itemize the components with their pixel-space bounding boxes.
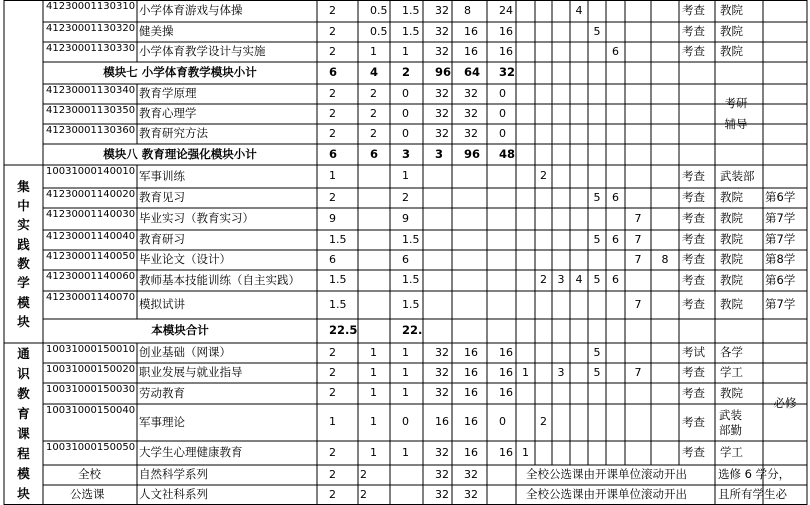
assessment-type: 考查 bbox=[682, 385, 705, 400]
department: 教院 bbox=[720, 297, 743, 312]
theory-cell: 0.5 bbox=[370, 24, 388, 38]
hours-cell: 32 bbox=[435, 44, 449, 58]
module-label-char: 通 bbox=[17, 346, 30, 361]
department: 学工 bbox=[720, 365, 743, 380]
assessment-type: 考查 bbox=[682, 24, 705, 39]
semester-mark: 6 bbox=[612, 232, 619, 246]
course-name: 教育见习 bbox=[139, 190, 185, 205]
module-label-char: 模 bbox=[17, 466, 30, 481]
practice-cell: 1.5 bbox=[402, 3, 420, 17]
elective-rolling-note: 全校公选课由开课单位滚动开出 bbox=[526, 467, 687, 482]
assessment-type: 考查 bbox=[682, 365, 705, 380]
semester-mark: 2 bbox=[540, 415, 547, 429]
credit-cell: 2 bbox=[329, 126, 336, 140]
elective-series-name: 自然科学系列 bbox=[139, 467, 208, 482]
course-name: 教育学原理 bbox=[139, 86, 197, 101]
lab-cell: 24 bbox=[499, 3, 513, 17]
course-name: 模拟试讲 bbox=[139, 297, 185, 312]
course-code: 41230001140050 bbox=[46, 251, 136, 262]
lab-cell: 16 bbox=[499, 24, 513, 38]
credit-cell: 2 bbox=[329, 487, 336, 501]
theory-cell: 2 bbox=[370, 126, 377, 140]
department: 武装部勤 bbox=[719, 407, 742, 437]
credit-cell: 1.5 bbox=[329, 297, 347, 311]
credit-cell: 1.5 bbox=[329, 232, 347, 246]
theory-cell: 0.5 bbox=[370, 3, 388, 17]
lab-cell: 16 bbox=[499, 386, 513, 400]
course-code: 10031000150030 bbox=[46, 384, 136, 395]
assessment-type: 考查 bbox=[682, 297, 705, 312]
elective-label-top: 全校 bbox=[78, 467, 101, 482]
course-code: 10031000150050 bbox=[46, 442, 136, 453]
department: 教院 bbox=[720, 44, 743, 59]
hours-cell: 32 bbox=[435, 386, 449, 400]
course-code: 41230001140060 bbox=[46, 271, 136, 282]
course-name: 小学体育教学设计与实施 bbox=[139, 44, 266, 59]
lecture-cell: 32 bbox=[464, 106, 478, 120]
hours-cell: 32 bbox=[435, 86, 449, 100]
credit-cell: 2 bbox=[329, 386, 336, 400]
lecture-cell: 32 bbox=[464, 86, 478, 100]
practice-cell: 0 bbox=[402, 415, 409, 429]
credit-cell: 2 bbox=[329, 24, 336, 38]
assessment-type: 考查 bbox=[682, 190, 705, 205]
semester-mark: 7 bbox=[634, 297, 642, 311]
theory-cell: 1 bbox=[370, 386, 377, 400]
semester-mark: 5 bbox=[593, 345, 601, 359]
department: 教院 bbox=[720, 24, 743, 39]
credit-cell: 2 bbox=[329, 86, 336, 100]
hours-cell: 32 bbox=[435, 445, 449, 459]
practice-cell: 1 bbox=[402, 365, 409, 379]
module-label-char: 践 bbox=[17, 236, 30, 252]
semester-mark: 2 bbox=[540, 169, 547, 183]
practice-cell: 22. bbox=[402, 323, 423, 338]
assessment-type: 考查 bbox=[682, 272, 705, 287]
semester-mark: 7 bbox=[634, 211, 642, 225]
theory-cell: 1 bbox=[370, 44, 377, 58]
remark: 第7学 bbox=[765, 232, 796, 247]
elective-rolling-note: 全校公选课由开课单位滚动开出 bbox=[526, 487, 687, 502]
credit-cell: 6 bbox=[329, 65, 338, 80]
credit-cell: 1 bbox=[329, 169, 336, 183]
semester-mark: 1 bbox=[522, 365, 529, 379]
lecture-cell: 96 bbox=[464, 146, 481, 161]
course-name: 教育心理学 bbox=[139, 106, 197, 121]
course-name: 职业发展与就业指导 bbox=[139, 365, 243, 380]
module-label-char: 程 bbox=[17, 446, 30, 461]
lecture-cell: 16 bbox=[464, 345, 478, 359]
module-label-jizhong bbox=[4, 165, 43, 343]
department: 教院 bbox=[720, 385, 743, 400]
assessment-type: 考试 bbox=[682, 345, 705, 360]
practice-cell: 3 bbox=[402, 146, 411, 161]
hours-cell: 3 bbox=[435, 146, 444, 161]
theory-cell: 1 bbox=[370, 415, 377, 429]
lecture-cell: 32 bbox=[464, 487, 478, 501]
course-name: 大学生心理健康教育 bbox=[139, 445, 243, 460]
practice-cell: 0 bbox=[402, 86, 409, 100]
department: 教院 bbox=[720, 252, 743, 267]
module-label-char: 块 bbox=[17, 486, 30, 501]
remark: 第7学 bbox=[765, 297, 796, 312]
course-name: 毕业实习（教育实习） bbox=[139, 211, 254, 226]
practice-cell: 0 bbox=[402, 126, 409, 140]
course-name: 教育研习 bbox=[139, 232, 185, 247]
hours-cell: 16 bbox=[435, 415, 449, 429]
remark: 第6学 bbox=[765, 190, 796, 205]
hours-cell: 32 bbox=[435, 126, 449, 140]
elective-remark: 选修 6 学分， bbox=[718, 467, 791, 482]
theory-cell: 2 bbox=[370, 106, 377, 120]
credit-cell: 2 bbox=[329, 106, 336, 120]
practice-cell: 0 bbox=[402, 106, 409, 120]
lab-cell: 16 bbox=[499, 345, 513, 359]
department: 学工 bbox=[720, 445, 743, 460]
department: 教院 bbox=[720, 272, 743, 287]
credit-cell: 2 bbox=[329, 467, 336, 481]
department: 教院 bbox=[720, 190, 743, 205]
semester-mark: 4 bbox=[575, 273, 583, 287]
credit-cell: 6 bbox=[329, 146, 338, 161]
credit-cell: 2 bbox=[329, 44, 336, 58]
practice-cell: 1 bbox=[402, 386, 409, 400]
department: 教院 bbox=[720, 232, 743, 247]
credit-cell: 1.5 bbox=[329, 273, 347, 287]
practice-cell: 1 bbox=[402, 169, 409, 183]
credit-cell: 2 bbox=[329, 3, 336, 17]
lecture-cell: 16 bbox=[464, 24, 478, 38]
assessment-type: 考查 bbox=[682, 414, 705, 429]
lab-cell: 16 bbox=[499, 365, 513, 379]
course-code: 41230001140040 bbox=[46, 231, 136, 242]
hours-cell: 32 bbox=[435, 467, 449, 481]
practice-cell: 1 bbox=[402, 445, 409, 459]
subtotal-label: 模块七 小学体育教学模块小计 bbox=[103, 65, 257, 80]
credit-cell: 1 bbox=[329, 415, 336, 429]
department: 武装部 bbox=[720, 168, 755, 183]
semester-mark: 5 bbox=[593, 365, 601, 379]
module-label-char: 教 bbox=[17, 256, 30, 271]
module-label-tongshi bbox=[4, 343, 43, 505]
credit-cell: 6 bbox=[329, 252, 336, 266]
practice-cell: 2 bbox=[402, 190, 409, 204]
semester-mark: 6 bbox=[612, 44, 619, 58]
course-name: 军事训练 bbox=[139, 168, 185, 183]
elective-remark: 且所有学生必 bbox=[718, 487, 787, 502]
department: 教院 bbox=[720, 211, 743, 226]
subtotal-label: 模块八 教育理论强化模块小计 bbox=[103, 146, 257, 161]
lab-cell: 32 bbox=[499, 65, 516, 80]
module-label-char: 实 bbox=[17, 217, 30, 233]
module-label-char: 集 bbox=[17, 178, 30, 194]
hours-cell: 32 bbox=[435, 345, 449, 359]
module-label-char: 模 bbox=[17, 294, 30, 310]
semester-mark: 5 bbox=[593, 24, 601, 38]
semester-mark: 8 bbox=[661, 252, 669, 266]
theory-cell: 2 bbox=[370, 86, 377, 100]
course-code: 41230001130320 bbox=[46, 23, 136, 34]
lecture-cell: 16 bbox=[464, 365, 478, 379]
lecture-cell: 64 bbox=[464, 65, 481, 80]
semester-mark: 7 bbox=[634, 365, 642, 379]
module-label-char: 识 bbox=[17, 366, 30, 381]
practice-cell: 6 bbox=[402, 252, 409, 266]
course-code: 10031000150040 bbox=[46, 405, 136, 416]
theory-cell: 2 bbox=[360, 467, 367, 481]
remark: 第6学 bbox=[765, 272, 796, 287]
course-code: 41230001130340 bbox=[46, 85, 136, 96]
module-label-char: 教 bbox=[17, 386, 30, 401]
kaoyan-guidance: 考研辅导 bbox=[724, 96, 748, 131]
course-name: 教师基本技能训练（自主实践） bbox=[139, 272, 300, 287]
lab-cell: 0 bbox=[499, 415, 506, 429]
department: 教院 bbox=[720, 3, 743, 18]
assessment-type: 考查 bbox=[682, 211, 705, 226]
hours-cell: 96 bbox=[435, 65, 452, 80]
lab-cell: 16 bbox=[499, 44, 513, 58]
assessment-type: 考查 bbox=[682, 3, 705, 18]
practice-cell: 9 bbox=[402, 211, 409, 225]
course-code: 41230001130350 bbox=[46, 105, 136, 116]
lecture-cell: 16 bbox=[464, 44, 478, 58]
course-code: 41230001130330 bbox=[46, 43, 136, 54]
course-code: 10031000140010 bbox=[46, 166, 136, 177]
module-label-char: 育 bbox=[17, 406, 30, 421]
practice-cell: 1 bbox=[402, 44, 409, 58]
semester-mark: 7 bbox=[634, 252, 642, 266]
credit-cell: 2 bbox=[329, 365, 336, 379]
course-code: 10031000150010 bbox=[46, 344, 136, 355]
semester-mark: 2 bbox=[540, 273, 547, 287]
credit-cell: 2 bbox=[329, 190, 336, 204]
course-name: 创业基础（网课） bbox=[139, 345, 231, 360]
practice-cell: 1 bbox=[402, 345, 409, 359]
course-code: 41230001130360 bbox=[46, 125, 136, 136]
subtotal-label: 本模块合计 bbox=[151, 323, 209, 338]
elective-label-bottom: 公选课 bbox=[70, 487, 105, 502]
lecture-cell: 32 bbox=[464, 126, 478, 140]
credit-cell: 2 bbox=[329, 445, 336, 459]
lecture-cell: 16 bbox=[464, 445, 478, 459]
credit-cell: 2 bbox=[329, 345, 336, 359]
course-name: 健美操 bbox=[139, 24, 174, 39]
semester-mark: 3 bbox=[557, 365, 565, 379]
module-label-char: 课 bbox=[17, 426, 30, 441]
theory-cell: 1 bbox=[370, 365, 377, 379]
theory-cell: 2 bbox=[360, 487, 367, 501]
lab-cell: 0 bbox=[499, 86, 506, 100]
hours-cell: 32 bbox=[435, 106, 449, 120]
lab-cell: 0 bbox=[499, 126, 506, 140]
semester-mark: 5 bbox=[593, 190, 601, 204]
assessment-type: 考查 bbox=[682, 445, 705, 460]
theory-cell: 1 bbox=[370, 445, 377, 459]
credit-cell: 22.5 bbox=[329, 323, 358, 338]
course-name: 小学体育游戏与体操 bbox=[139, 3, 243, 18]
hours-cell: 32 bbox=[435, 3, 449, 17]
practice-cell: 2 bbox=[402, 65, 411, 80]
assessment-type: 考查 bbox=[682, 232, 705, 247]
semester-mark: 4 bbox=[575, 3, 583, 17]
course-code: 10031000150020 bbox=[46, 364, 136, 375]
hours-cell: 32 bbox=[435, 24, 449, 38]
remark: 第7学 bbox=[765, 211, 796, 226]
assessment-type: 考查 bbox=[682, 252, 705, 267]
semester-mark: 6 bbox=[612, 190, 619, 204]
course-name: 劳动教育 bbox=[139, 385, 185, 400]
hours-cell: 32 bbox=[435, 487, 449, 501]
course-code: 41230001140070 bbox=[46, 292, 136, 303]
remark: 第8学 bbox=[765, 252, 796, 267]
module-label-char: 块 bbox=[17, 314, 30, 330]
lecture-cell: 8 bbox=[464, 3, 471, 17]
course-name: 教育研究方法 bbox=[139, 126, 208, 141]
elective-series-name: 人文社科系列 bbox=[139, 487, 208, 502]
lecture-cell: 16 bbox=[464, 415, 478, 429]
theory-cell: 1 bbox=[370, 345, 377, 359]
lab-cell: 16 bbox=[499, 445, 513, 459]
lecture-cell: 16 bbox=[464, 386, 478, 400]
required-label: 必修 bbox=[773, 396, 797, 411]
department: 各学 bbox=[720, 345, 743, 360]
course-code: 41230001130310 bbox=[46, 1, 136, 12]
practice-cell: 1.5 bbox=[402, 297, 420, 311]
practice-cell: 1.5 bbox=[402, 232, 420, 246]
assessment-type: 考查 bbox=[682, 168, 705, 183]
hours-cell: 32 bbox=[435, 365, 449, 379]
semester-mark: 7 bbox=[634, 232, 642, 246]
practice-cell: 1.5 bbox=[402, 24, 420, 38]
module-label-char: 学 bbox=[17, 275, 30, 291]
course-name: 毕业论文（设计） bbox=[139, 252, 231, 267]
theory-cell: 6 bbox=[370, 146, 379, 161]
theory-cell: 4 bbox=[370, 65, 379, 80]
lecture-cell: 32 bbox=[464, 467, 478, 481]
course-name: 军事理论 bbox=[139, 414, 185, 429]
semester-mark: 5 bbox=[593, 232, 601, 246]
course-code: 41230001140020 bbox=[46, 189, 136, 200]
semester-mark: 5 bbox=[593, 273, 601, 287]
semester-mark: 1 bbox=[522, 445, 529, 459]
lab-cell: 48 bbox=[499, 146, 516, 161]
semester-mark: 6 bbox=[612, 273, 619, 287]
module-label-char: 中 bbox=[17, 197, 30, 213]
credit-cell: 9 bbox=[329, 211, 336, 225]
assessment-type: 考查 bbox=[682, 44, 705, 59]
course-code: 41230001140030 bbox=[46, 209, 136, 220]
practice-cell: 1.5 bbox=[402, 273, 420, 287]
lab-cell: 0 bbox=[499, 106, 506, 120]
semester-mark: 3 bbox=[557, 273, 565, 287]
